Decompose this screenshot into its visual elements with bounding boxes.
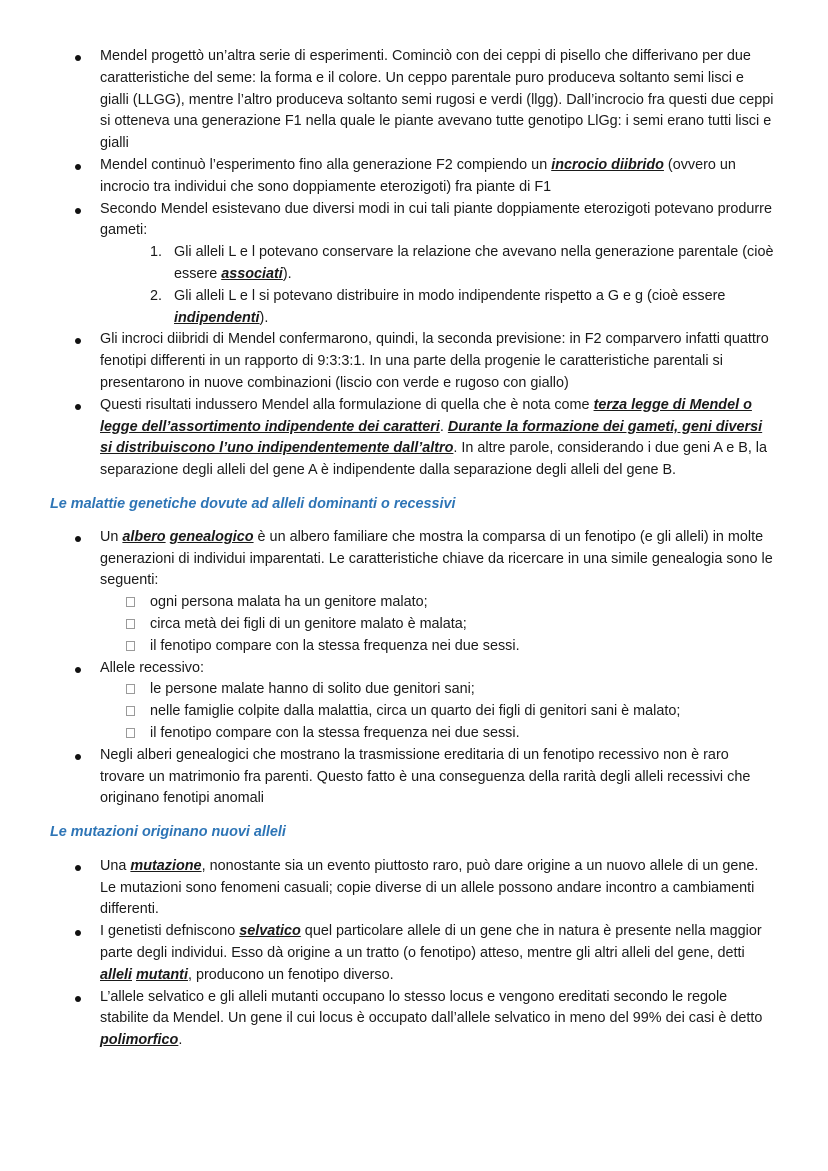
- text-run: Gli alleli L e l potevano conservare la relazione che avevano nella generazione parentale (cioè essere: [174, 244, 774, 282]
- bullet-text: [100, 989, 762, 1049]
- text-run: , producono un fenotipo diverso.: [187, 966, 394, 983]
- text-run: Mendel progettò un’altra serie di esperimenti. Cominciò con dei ceppi di pisello che differivano per due caratteristiche del seme: la forma e il colore. Un ceppo parentale puro produceva soltanto semi lisci e gialli (LLGG), mentre l’altro produceva soltanto semi rugosi e verdi (llgg). Dall’incrocio fra questi due ceppi si otteneva una generazione F1 nella quale le piante avevano tutte genotipo LlGg: i semi erano tutti lisci e gialli: [100, 48, 774, 152]
- key-term: albero: [122, 528, 166, 545]
- checkbox-sublist: [100, 679, 776, 744]
- bullet-text: [100, 747, 750, 807]
- section-heading-mutazioni: Le mutazioni originano nuovi alleli: [50, 824, 286, 841]
- text-run: ).: [282, 265, 292, 282]
- section2-list: [0, 527, 828, 810]
- checkbox-item: [100, 679, 776, 701]
- bullet-text: [100, 858, 758, 918]
- bullet-item: [0, 329, 828, 394]
- document-page: [0, 46, 828, 1052]
- text-run: quel particolare allele di un gene che in natura è presente nella maggior parte degli individui. Esso dà origine a un tratto (o fenotipo) atteso, mentre gli altri alleli del gene, detti: [100, 923, 762, 962]
- text-run: Mendel continuò l’esperimento fino alla generazione F2 compiendo un: [100, 156, 552, 173]
- bullet-dot-icon: [75, 667, 81, 673]
- text-run: .: [178, 1032, 183, 1049]
- numbered-item: [100, 242, 776, 286]
- bullet-text: [100, 923, 762, 983]
- bullet-text: [100, 660, 204, 676]
- numbered-text: [174, 244, 773, 282]
- text-run: .: [439, 418, 448, 435]
- text-run: Un: [100, 528, 123, 545]
- bullet-dot-icon: [75, 536, 81, 542]
- numbered-sublist: [100, 242, 776, 329]
- checkbox-text: ogni persona malata ha un genitore malato;: [150, 594, 428, 611]
- checkbox-item: [100, 701, 776, 723]
- key-term: incrocio diibrido: [551, 156, 664, 173]
- checkbox-item: [100, 614, 776, 636]
- checkbox-text: il fenotipo compare con la stessa frequenza nei due sessi.: [150, 637, 520, 654]
- bullet-text: [100, 201, 772, 239]
- key-term: genealogico: [169, 528, 254, 545]
- item-number: 2.: [150, 287, 163, 304]
- checkbox-item: [100, 592, 776, 614]
- bullet-item: [0, 658, 828, 745]
- bullet-item: [0, 199, 828, 330]
- bullet-dot-icon: [75, 865, 81, 871]
- empty-square-icon: [126, 641, 135, 651]
- empty-square-icon: [126, 619, 135, 629]
- bullet-item: [0, 395, 828, 482]
- section1-list: [0, 46, 828, 482]
- key-term: polimorfico: [100, 1032, 179, 1049]
- checkbox-text: circa metà dei figli di un genitore malato è malata;: [150, 615, 467, 632]
- empty-square-icon: [126, 597, 135, 607]
- bullet-dot-icon: [75, 996, 81, 1002]
- bullet-item: [0, 987, 828, 1052]
- bullet-item: [0, 856, 828, 921]
- key-term: associati: [221, 265, 283, 282]
- key-term: Durante la formazione dei gameti, geni diversi si distribuiscono l’uno indipendentemente dall’altro: [100, 418, 763, 457]
- checkbox-text: le persone malate hanno di solito due genitori sani;: [150, 681, 475, 698]
- numbered-text: [174, 288, 725, 326]
- text-run: ).: [259, 309, 269, 326]
- text-run: Negli alberi genealogici che mostrano la trasmissione ereditaria di un fenotipo recessivo non è raro trovare un matrimonio fra parenti. Questo fatto è una conseguenza della rarità degli alleli recessivi che originano fenotipi anomali: [100, 746, 751, 807]
- bullet-item: [0, 921, 828, 986]
- text-run: . In altre parole, considerando i due geni A e B, la separazione degli alleli del gene A è indipendente dalla separazione degli alleli del gene B.: [100, 440, 768, 479]
- section-heading-malattie: Le malattie genetiche dovute ad alleli dominanti o recessivi: [50, 495, 456, 512]
- bullet-text: [100, 331, 769, 391]
- checkbox-item: [100, 723, 776, 745]
- bullet-dot-icon: [75, 208, 81, 214]
- text-run: , nonostante sia un evento piuttosto raro, può dare origine a un nuovo allele di un gene. Le mutazioni sono fenomeni casuali; copie diverse di un allele possono andare incontro a cambiamenti differenti.: [100, 857, 759, 918]
- text-run: Una: [100, 857, 131, 874]
- text-run: Gli incroci diibridi di Mendel confermarono, quindi, la seconda previsione: in F2 comparvero infatti quattro fenotipi differenti in un rapporto di 9:3:3:1. In una parte della progenie le caratteristiche parentali si presentarono in nuove combinazioni (liscio con verde e rugoso con giallo): [100, 331, 769, 391]
- text-run: Allele recessivo:: [100, 659, 204, 676]
- text-run: I genetisti defniscono: [100, 923, 240, 940]
- bullet-dot-icon: [75, 754, 81, 760]
- bullet-dot-icon: [75, 55, 81, 61]
- bullet-item: [0, 527, 828, 658]
- key-term: mutanti: [136, 966, 188, 983]
- checkbox-text: il fenotipo compare con la stessa frequenza nei due sessi.: [150, 724, 520, 741]
- bullet-dot-icon: [75, 338, 81, 344]
- bullet-text: [100, 157, 736, 195]
- key-term: selvatico: [239, 923, 301, 940]
- bullet-dot-icon: [75, 404, 81, 410]
- section3-list: [0, 856, 828, 1052]
- bullet-text: [100, 529, 773, 589]
- bullet-item: [0, 46, 828, 155]
- bullet-text: [100, 48, 773, 151]
- checkbox-item: [100, 636, 776, 658]
- empty-square-icon: [126, 706, 135, 716]
- text-run: Questi risultati indussero Mendel alla formulazione di quella che è nota come: [100, 396, 594, 413]
- bullet-dot-icon: [75, 164, 81, 170]
- checkbox-sublist: [100, 592, 776, 657]
- text-run: Secondo Mendel esistevano due diversi modi in cui tali piante doppiamente eterozigoti potevano produrre gameti:: [100, 200, 772, 239]
- bullet-item: [0, 745, 828, 810]
- text-run: Gli alleli L e l si potevano distribuire in modo indipendente rispetto a G e g (cioè essere: [174, 287, 726, 304]
- text-run: (ovvero un incrocio tra individui che sono doppiamente eterozigoti) fra piante di F1: [100, 156, 736, 195]
- key-term: indipendenti: [174, 309, 260, 326]
- bullet-item: [0, 155, 828, 199]
- key-term: alleli: [100, 966, 132, 983]
- key-term: mutazione: [130, 857, 202, 874]
- item-number: 1.: [150, 244, 163, 261]
- text-run: L’allele selvatico e gli alleli mutanti occupano lo stesso locus e vengono ereditati secondo le regole stabilite da Mendel. Un gene il cui locus è occupato dall’allele selvatico in meno del 99% dei casi è detto: [100, 988, 763, 1027]
- empty-square-icon: [126, 728, 135, 738]
- bullet-dot-icon: [75, 930, 81, 936]
- key-term: terza legge di Mendel o legge dell’assortimento indipendente dei caratteri: [100, 396, 752, 435]
- bullet-text: [100, 397, 767, 478]
- checkbox-text: nelle famiglie colpite dalla malattia, circa un quarto dei figli di genitori sani è malato;: [150, 703, 681, 720]
- text-run: è un albero familiare che mostra la comparsa di un fenotipo (e gli alleli) in molte generazioni di individui imparentati. Le caratteristiche chiave da ricercare in una simile genealogia sono le seguenti:: [100, 528, 773, 589]
- empty-square-icon: [126, 684, 135, 694]
- numbered-item: [100, 286, 776, 330]
